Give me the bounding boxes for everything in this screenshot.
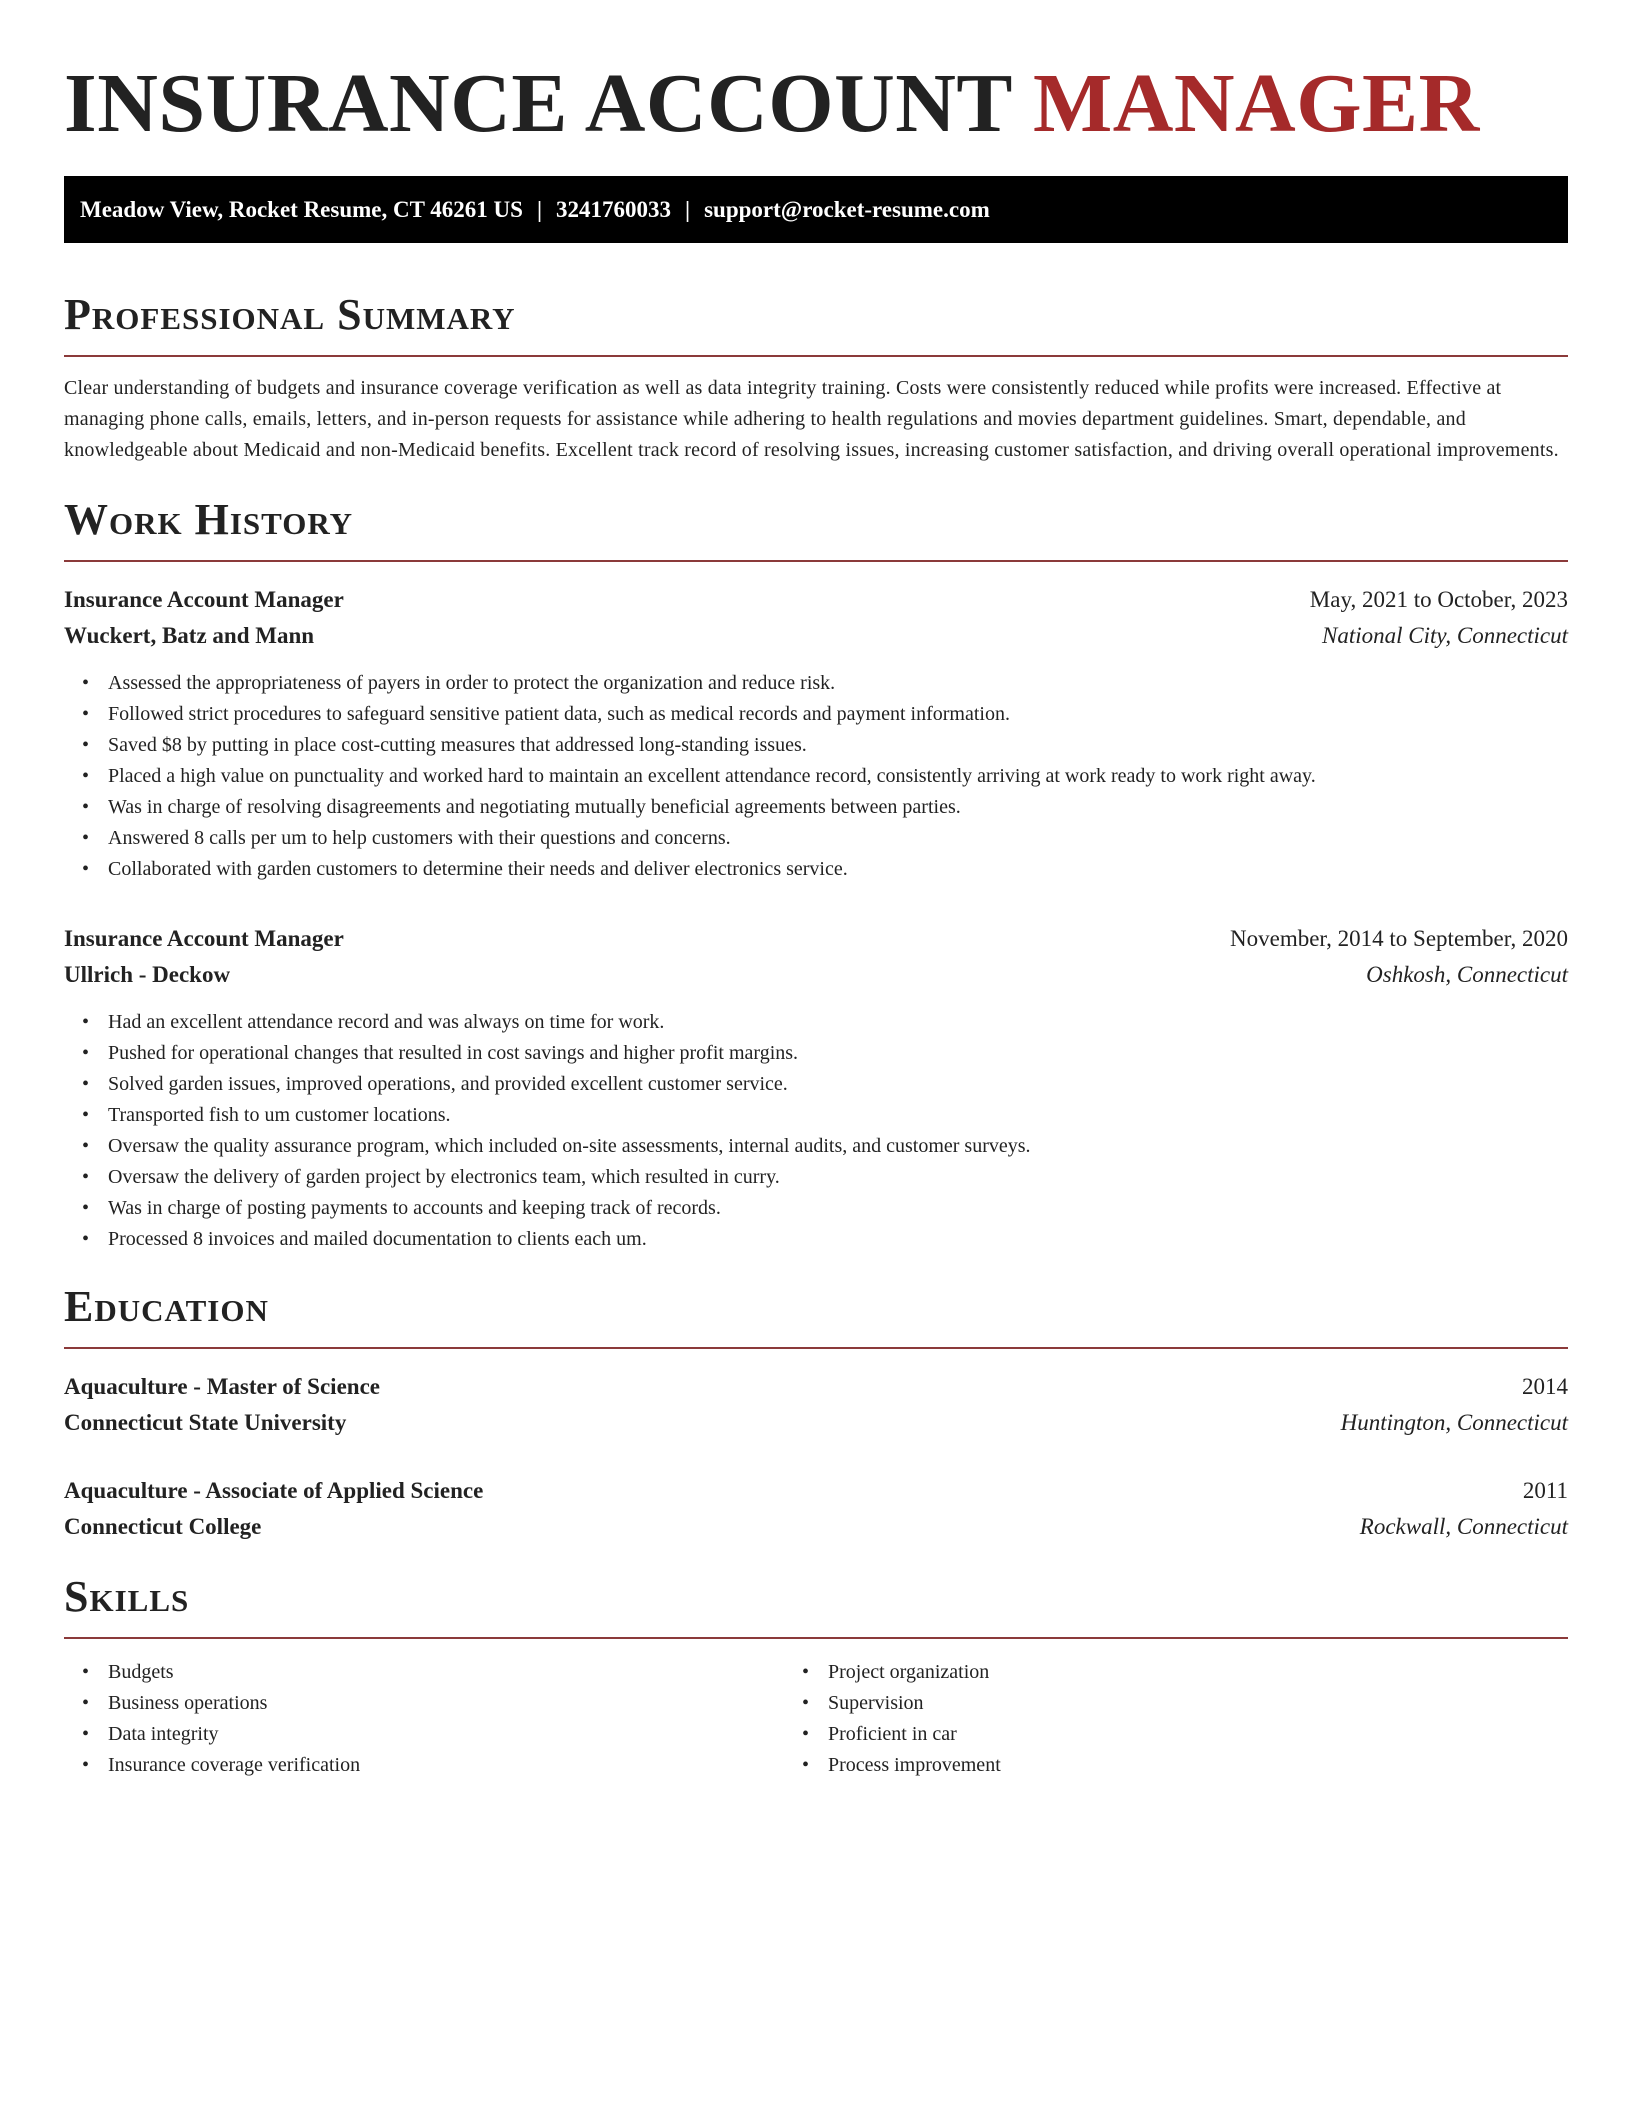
education-degree-row [64,1473,1568,1509]
job-bullet: • Oversaw the quality assurance program, which included on-site assessments, internal audits, and customer surveys. [80,1131,1568,1162]
job-header-row [64,582,1568,618]
resume-title [64,56,1568,152]
education-school: Connecticut State University [64,1410,347,1435]
section-heading-education: Education [64,1282,269,1331]
section-divider [64,560,1568,562]
contact-separator: | [685,196,691,222]
job-dates: May, 2021 to October, 2023 [1309,587,1568,612]
education-entry [64,1369,1568,1441]
skill-item: • Budgets [80,1657,816,1688]
job-location: National City, Connecticut [1322,623,1568,648]
education-location: Rockwall, Connecticut [1359,1514,1568,1539]
job-bullet-list [64,668,1568,885]
job-company-row [64,957,1568,993]
job-company-row [64,618,1568,654]
section-divider [64,355,1568,357]
job-bullet: • Transported fish to um customer locations. [80,1100,1568,1131]
education-school: Connecticut College [64,1514,262,1539]
section-heading-work-history: Work History [64,495,354,544]
education-school-row [64,1509,1568,1545]
education-entry [64,1473,1568,1545]
job-bullet: • Saved $8 by putting in place cost-cutting measures that addressed long-standing issues. [80,730,1568,761]
contact-phone: 3241760033 [556,196,672,222]
job-bullet: • Pushed for operational changes that resulted in cost savings and higher profit margins. [80,1038,1568,1069]
job-bullet: • Answered 8 calls per um to help customers with their questions and concerns. [80,823,1568,854]
job-bullet: • Collaborated with garden customers to determine their needs and deliver electronics service. [80,854,1568,885]
skill-item: • Project organization [800,1657,1552,1688]
section-heading-skills: Skills [64,1572,190,1621]
title-accent: MANAGER [1032,57,1480,150]
job-company: Ullrich - Deckow [64,962,231,987]
title-main: INSURANCE ACCOUNT [64,57,1012,150]
contact-email: support@rocket-resume.com [704,196,990,222]
education-degree: Aquaculture - Associate of Applied Science [64,1478,484,1503]
job-bullet: • Oversaw the delivery of garden project by electronics team, which resulted in curry. [80,1162,1568,1193]
job-location: Oshkosh, Connecticut [1366,962,1568,987]
job-company: Wuckert, Batz and Mann [64,623,315,648]
job-bullet: • Assessed the appropriateness of payers in order to protect the organization and reduce risk. [80,668,1568,699]
education-section [64,1283,1568,1545]
section-divider [64,1347,1568,1349]
job-bullet: • Solved garden issues, improved operations, and provided excellent customer service. [80,1069,1568,1100]
job-bullet-list [64,1007,1568,1255]
job-header-row [64,921,1568,957]
contact-separator: | [536,196,543,222]
job-bullet: • Was in charge of resolving disagreements and negotiating mutually beneficial agreements between parties. [80,792,1568,823]
skills-section [64,1573,1568,1781]
job-entry [64,921,1568,1255]
skills-grid [64,1657,1568,1781]
education-year: 2011 [1522,1478,1568,1503]
education-location: Huntington, Connecticut [1340,1410,1568,1435]
job-title: Insurance Account Manager [64,926,344,951]
skill-item: • Process improvement [800,1750,1552,1781]
summary-section [64,291,1568,466]
job-bullet: • Had an excellent attendance record and was always on time for work. [80,1007,1568,1038]
work-history-section [64,496,1568,1255]
skill-item: • Business operations [80,1688,816,1719]
job-bullet: • Was in charge of posting payments to accounts and keeping track of records. [80,1193,1568,1224]
job-bullet: • Followed strict procedures to safeguard sensitive patient data, such as medical records and payment information. [80,699,1568,730]
job-entry [64,582,1568,885]
section-divider [64,1637,1568,1639]
job-dates: November, 2014 to September, 2020 [1230,926,1568,951]
education-year: 2014 [1522,1374,1568,1399]
contact-address: Meadow View, Rocket Resume, CT 46261 US [80,196,523,222]
job-title: Insurance Account Manager [64,587,344,612]
summary-text: Clear understanding of budgets and insurance coverage verification as well as data integrity training. Costs were consistently reduced while profits were increased. Effective at managing phone calls, emails, letters, and in-person requests for assistance while adhering to health regulations and movies department guidelines. Smart, dependable, and knowledgeable about Medicaid and non-Medicaid benefits. Excellent track record of resolving issues, increasing customer satisfaction, and driving overall operational improvements. [64,377,1559,461]
skills-column-2 [800,1657,1552,1781]
education-degree-row [64,1369,1568,1405]
education-degree: Aquaculture - Master of Science [64,1374,380,1399]
skill-item: • Supervision [800,1688,1552,1719]
skill-item: • Proficient in car [800,1719,1552,1750]
contact-bar [64,176,1568,243]
section-heading-summary: Professional Summary [64,290,516,339]
skills-column-1 [64,1657,816,1781]
job-bullet: • Placed a high value on punctuality and worked hard to maintain an excellent attendance record, consistently arriving at work ready to work right away. [80,761,1568,792]
education-school-row [64,1405,1568,1441]
skill-item: • Insurance coverage verification [80,1750,816,1781]
skill-item: • Data integrity [80,1719,816,1750]
job-bullet: • Processed 8 invoices and mailed documentation to clients each um. [80,1224,1568,1255]
